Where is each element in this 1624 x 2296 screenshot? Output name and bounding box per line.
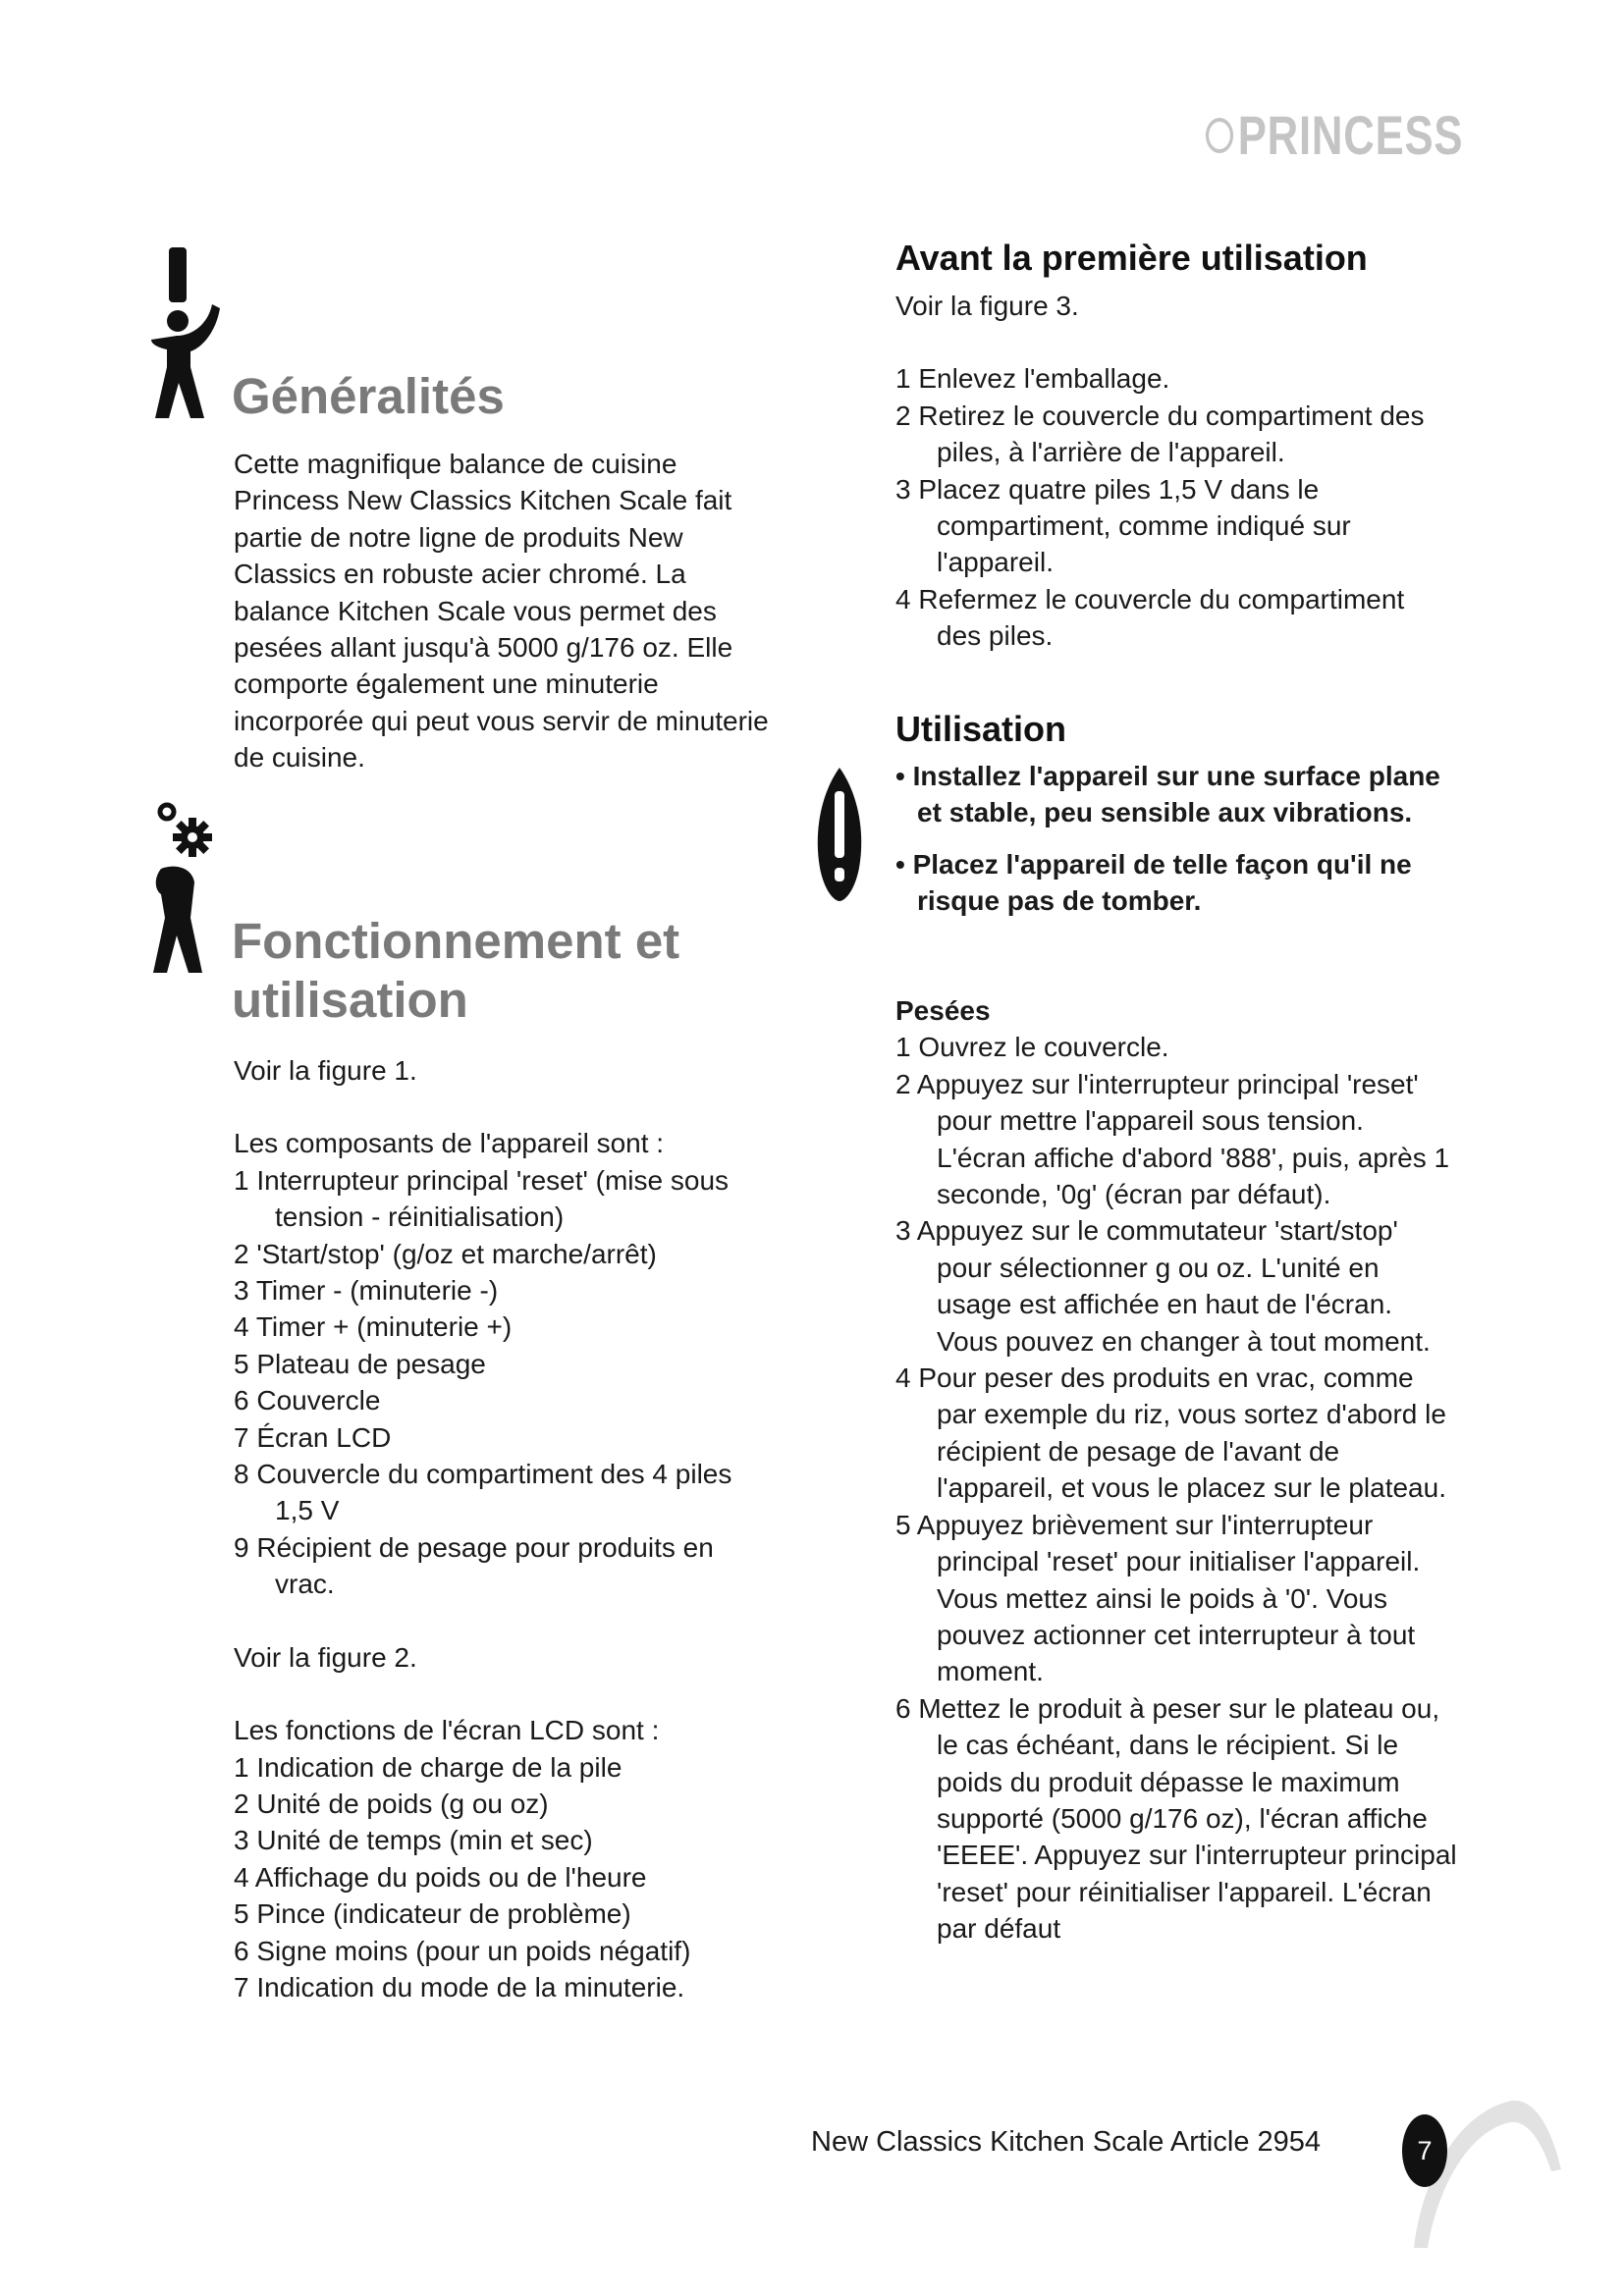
list-item: 7 Écran LCD [234,1421,392,1453]
list-item: 5 Pince (indicateur de problème) [234,1898,631,1930]
list-item: 8 Couvercle du compartiment des 4 piles 1,5 V [234,1459,732,1526]
list-item: 5 Plateau de pesage [234,1348,486,1379]
fonctionnement-content [234,1052,776,2005]
list-item: 1 Interrupteur principal 'reset' (mise sous tension - réinitialisation) [234,1164,730,1233]
warning-item: • Installez l'appareil sur une surface plane et stable, peu sensible aux vibrations. [895,761,1440,828]
brand-logo [1206,104,1464,166]
list-item: 1 Ouvrez le couvercle. [895,1032,1169,1063]
list-item: 3 Placez quatre piles 1,5 V dans le compartiment, comme indiqué sur l'appareil. [895,473,1351,578]
components-list [234,1162,776,1603]
list-item: 4 Timer + (minuterie +) [234,1311,513,1343]
section-title-utilisation: Utilisation [895,709,1067,749]
list-item: 4 Pour peser des produits en vrac, comme par exemple du riz, vous sortez d'abord le récipient de pesage de l'avant de l'appareil, et vous le placez sur le plateau. [895,1362,1446,1504]
section-title-generalites: Généralités [232,368,505,424]
list-item: 5 Appuyez brièvement sur l'interrupteur principal 'reset' pour initialiser l'appareil. Vous mettez ainsi le poids à '0'. Vous pouvez actionner cet interrupteur à tout moment. [895,1509,1421,1687]
settings-figure-icon [147,800,226,977]
list-item: 4 Refermez le couvercle du compartiment des piles. [895,583,1405,652]
list-item: 4 Affichage du poids ou de l'heure [234,1861,647,1893]
list-item: 7 Indication du mode de la minuterie. [234,1971,685,2002]
list-item: 1 Enlevez l'emballage. [895,363,1170,395]
generalites-body: Cette magnifique balance de cuisine Princess New Classics Kitchen Scale fait partie de notre ligne de produits New Classics en robuste acier chromé. La balance Kitchen Scale vous permet des pesées allant jusqu'à 5000 g/176 oz. Elle comporte également une minuterie incorporée qui peut vous servir de minuterie de cuisine. [234,449,769,774]
list-item: 6 Signe moins (pour un poids négatif) [234,1935,691,1966]
list-item: 3 Timer - (minuterie -) [234,1275,499,1307]
section-title-avant: Avant la première utilisation [895,238,1368,278]
brand-name: PRINCESS [1237,104,1464,166]
list-item: 3 Unité de temps (min et sec) [234,1825,593,1856]
see-figure-2: Voir la figure 2. [234,1641,417,1673]
avant-steps-list [895,360,1453,654]
list-item: 6 Couvercle [234,1385,381,1416]
footer-product-text: New Classics Kitchen Scale Article 2954 [811,2126,1322,2158]
pesees-title: Pesées [895,995,991,1026]
list-item: 9 Récipient de pesage pour produits en vrac. [234,1531,714,1600]
warning-icon [814,766,865,903]
list-item: 2 Unité de poids (g ou oz) [234,1788,549,1819]
list-item: 2 Retirez le couvercle du compartiment des piles, à l'arrière de l'appareil. [895,400,1425,468]
list-item: 1 Indication de charge de la pile [234,1751,623,1783]
avant-content [895,288,1453,655]
warning-item: • Placez l'appareil de telle façon qu'il ne risque pas de tomber. [895,848,1412,917]
brand-logo-mark-icon [1206,118,1233,153]
list-item: 6 Mettez le produit à peser sur le plateau ou, le cas échéant, dans le récipient. Si le poids du produit dépasse le maximum supporté (5000 g/176 oz), l'écran affiche 'EEEE'. Appuyez sur l'interrupteur principal 'reset' pour réinitialiser l'appareil. L'écran par défaut [895,1692,1457,1945]
list-item: 2 'Start/stop' (g/oz et marche/arrêt) [234,1238,657,1269]
lcd-intro: Les fonctions de l'écran LCD sont : [234,1715,660,1746]
lcd-functions-list [234,1749,776,2006]
see-figure-3: Voir la figure 3. [895,291,1079,321]
pesees-content [895,992,1457,1948]
pesees-steps-list [895,1029,1457,1947]
info-figure-icon [147,245,226,422]
see-figure-1: Voir la figure 1. [234,1055,417,1086]
warnings-list [895,758,1455,920]
list-item: 2 Appuyez sur l'interrupteur principal 'reset' pour mettre l'appareil sous tension. L'écran affiche d'abord '888', puis, après 1 seconde, '0g' (écran par défaut). [895,1068,1450,1210]
list-item: 3 Appuyez sur le commutateur 'start/stop' pour sélectionner g ou oz. L'unité en usage est affichée en haut de l'écran. Vous pouvez en changer à tout moment. [895,1215,1431,1357]
components-intro: Les composants de l'appareil sont : [234,1128,665,1159]
page-number: 7 [1402,2114,1447,2187]
section-title-fonctionnement: Fonctionnement et utilisation [232,913,680,1028]
